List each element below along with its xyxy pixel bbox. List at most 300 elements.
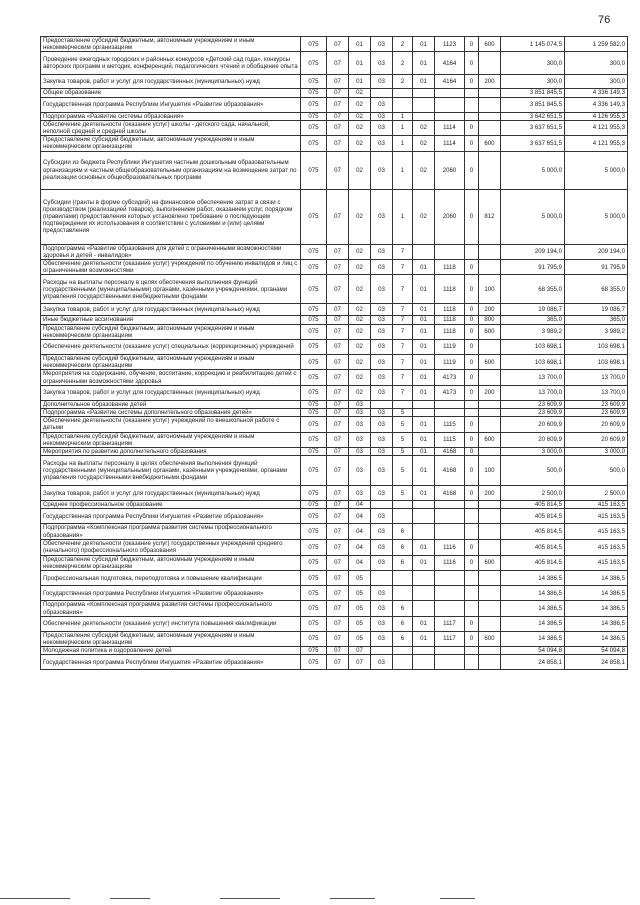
cell-direction bbox=[435, 571, 465, 586]
cell-expense-type: 200 bbox=[479, 304, 501, 316]
cell-program: 03 bbox=[371, 275, 393, 304]
cell-direction bbox=[435, 400, 465, 408]
cell-expense-type: 812 bbox=[479, 189, 501, 244]
cell-extra: 0 bbox=[465, 448, 479, 456]
cell-direction: 4164 bbox=[435, 52, 465, 75]
cell-sum-year-1: 3 000,0 bbox=[501, 448, 565, 456]
cell-sum-year-1: 5 000,0 bbox=[501, 189, 565, 244]
cell-ministry: 075 bbox=[301, 647, 327, 655]
cell-sum-year-2: 4 336 149,3 bbox=[565, 89, 628, 97]
row-name: Подпрограмма «Развитие системы образования» bbox=[41, 112, 301, 120]
cell-sum-year-2: 415 163,5 bbox=[565, 555, 628, 570]
cell-sum-year-2: 209 194,0 bbox=[565, 244, 628, 259]
cell-extra bbox=[465, 655, 479, 670]
table-row bbox=[41, 631, 628, 646]
cell-direction: 4173 bbox=[435, 370, 465, 385]
cell-sum-year-2: 415 163,5 bbox=[565, 501, 628, 509]
row-name: Мероприятия по развитию дополнительного образования bbox=[41, 448, 301, 456]
cell-expense-type bbox=[479, 501, 501, 509]
row-name: Подпрограмма «Развитие системы дополнительного образования детей» bbox=[41, 409, 301, 417]
table-row bbox=[41, 340, 628, 355]
cell-program: 03 bbox=[371, 409, 393, 417]
cell-event bbox=[413, 400, 435, 408]
cell-ministry: 075 bbox=[301, 120, 327, 135]
cell-program: 03 bbox=[371, 555, 393, 570]
cell-subsection: 07 bbox=[349, 647, 371, 655]
cell-section: 07 bbox=[327, 244, 349, 259]
cell-section: 07 bbox=[327, 524, 349, 539]
cell-direction: 1116 bbox=[435, 539, 465, 555]
cell-subprogram: 1 bbox=[393, 189, 413, 244]
row-name: Предоставление субсидий бюджетным, автономным учреждениям и иным некоммерческим организациям bbox=[41, 136, 301, 151]
cell-direction: 1117 bbox=[435, 616, 465, 631]
row-name: Дополнительное образование детей bbox=[41, 400, 301, 408]
cell-event bbox=[413, 586, 435, 601]
cell-section: 07 bbox=[327, 136, 349, 151]
cell-subsection: 02 bbox=[349, 304, 371, 316]
cell-event: 01 bbox=[413, 370, 435, 385]
cell-extra bbox=[465, 409, 479, 417]
cell-ministry: 075 bbox=[301, 432, 327, 447]
row-name: Обеспечение деятельности (оказание услуг) учреждений по обучению инвалидов и лиц с ограниченными возможностями bbox=[41, 260, 301, 275]
cell-subprogram bbox=[393, 509, 413, 524]
cell-expense-type: 100 bbox=[479, 275, 501, 304]
cell-section: 07 bbox=[327, 400, 349, 408]
table-row bbox=[41, 120, 628, 135]
cell-event: 01 bbox=[413, 555, 435, 570]
cell-subprogram: 7 bbox=[393, 304, 413, 316]
cell-ministry: 075 bbox=[301, 539, 327, 555]
cell-sum-year-1: 13 700,0 bbox=[501, 385, 565, 400]
cell-program: 03 bbox=[371, 586, 393, 601]
cell-event: 01 bbox=[413, 432, 435, 447]
cell-sum-year-1: 209 194,0 bbox=[501, 244, 565, 259]
cell-subprogram: 6 bbox=[393, 555, 413, 570]
cell-program: 03 bbox=[371, 631, 393, 646]
cell-sum-year-1: 300,0 bbox=[501, 52, 565, 75]
cell-event: 01 bbox=[413, 37, 435, 52]
cell-section: 07 bbox=[327, 601, 349, 616]
cell-program: 03 bbox=[371, 97, 393, 112]
cell-program bbox=[371, 647, 393, 655]
cell-section: 07 bbox=[327, 112, 349, 120]
cell-sum-year-2: 300,0 bbox=[565, 52, 628, 75]
cell-subprogram: 7 bbox=[393, 244, 413, 259]
cell-ministry: 075 bbox=[301, 509, 327, 524]
cell-sum-year-1: 91 795,9 bbox=[501, 260, 565, 275]
cell-program: 03 bbox=[371, 370, 393, 385]
cell-program bbox=[371, 400, 393, 408]
table-row bbox=[41, 655, 628, 670]
cell-direction bbox=[435, 655, 465, 670]
cell-sum-year-1: 23 609,9 bbox=[501, 409, 565, 417]
cell-expense-type: 200 bbox=[479, 385, 501, 400]
cell-subsection: 01 bbox=[349, 75, 371, 89]
cell-subsection: 02 bbox=[349, 275, 371, 304]
cell-direction bbox=[435, 586, 465, 601]
cell-subprogram: 1 bbox=[393, 151, 413, 189]
cell-direction: 2060 bbox=[435, 151, 465, 189]
cell-section: 07 bbox=[327, 486, 349, 501]
cell-extra bbox=[465, 89, 479, 97]
cell-subsection: 03 bbox=[349, 486, 371, 501]
cell-direction: 1118 bbox=[435, 275, 465, 304]
cell-subsection: 02 bbox=[349, 260, 371, 275]
cell-section: 07 bbox=[327, 120, 349, 135]
cell-subsection: 05 bbox=[349, 571, 371, 586]
row-name: Среднее профессиональное образование bbox=[41, 501, 301, 509]
cell-sum-year-1: 14 386,5 bbox=[501, 601, 565, 616]
cell-event: 01 bbox=[413, 385, 435, 400]
cell-subprogram bbox=[393, 571, 413, 586]
cell-event bbox=[413, 655, 435, 670]
cell-extra bbox=[465, 97, 479, 112]
cell-program: 03 bbox=[371, 616, 393, 631]
cell-subprogram: 7 bbox=[393, 370, 413, 385]
row-name: Предоставление субсидий бюджетным, автономным учреждениям и иным некоммерческим организациям bbox=[41, 324, 301, 339]
cell-subsection: 01 bbox=[349, 37, 371, 52]
cell-subsection: 02 bbox=[349, 385, 371, 400]
cell-expense-type: 100 bbox=[479, 456, 501, 486]
cell-sum-year-1: 5 000,0 bbox=[501, 151, 565, 189]
row-name: Субсидии из бюджета Республики Ингушетия частным дошкольным образовательным организациям и частным общеобразовательным организациям на возмещение затрат по реализации основных общеобразовательных программ bbox=[41, 151, 301, 189]
cell-subprogram: 7 bbox=[393, 324, 413, 339]
cell-extra: 0 bbox=[465, 75, 479, 89]
cell-ministry: 075 bbox=[301, 260, 327, 275]
cell-subprogram: 7 bbox=[393, 355, 413, 370]
cell-subprogram: 1 bbox=[393, 136, 413, 151]
cell-event: 01 bbox=[413, 539, 435, 555]
cell-subsection: 02 bbox=[349, 120, 371, 135]
cell-ministry: 075 bbox=[301, 486, 327, 501]
cell-extra: 0 bbox=[465, 52, 479, 75]
cell-sum-year-1: 405 814,5 bbox=[501, 555, 565, 570]
cell-event bbox=[413, 501, 435, 509]
cell-sum-year-1: 1 145 074,5 bbox=[501, 37, 565, 52]
cell-expense-type bbox=[479, 340, 501, 355]
row-name: Государственная программа Республики Ингушетия «Развитие образования» bbox=[41, 655, 301, 670]
table-row bbox=[41, 647, 628, 655]
cell-sum-year-1: 405 814,5 bbox=[501, 501, 565, 509]
cell-ministry: 075 bbox=[301, 89, 327, 97]
cell-subsection: 05 bbox=[349, 586, 371, 601]
table-row bbox=[41, 616, 628, 631]
cell-event: 02 bbox=[413, 136, 435, 151]
cell-subprogram bbox=[393, 655, 413, 670]
cell-sum-year-2: 3 000,0 bbox=[565, 448, 628, 456]
table-row bbox=[41, 355, 628, 370]
cell-subsection: 02 bbox=[349, 189, 371, 244]
row-name: Проведение ежегодных городских и районных конкурсов «Детский сад года», конкурсы авторских программ и методик, конференций, педагогических чтений и обобщение опыта bbox=[41, 52, 301, 75]
cell-event bbox=[413, 524, 435, 539]
cell-extra: 0 bbox=[465, 189, 479, 244]
table-row bbox=[41, 112, 628, 120]
cell-sum-year-1: 24 858,1 bbox=[501, 655, 565, 670]
cell-program: 03 bbox=[371, 509, 393, 524]
cell-ministry: 075 bbox=[301, 370, 327, 385]
cell-sum-year-2: 23 609,9 bbox=[565, 400, 628, 408]
cell-sum-year-1: 3 642 651,5 bbox=[501, 112, 565, 120]
cell-subsection: 04 bbox=[349, 539, 371, 555]
cell-subsection: 03 bbox=[349, 409, 371, 417]
cell-extra: 0 bbox=[465, 37, 479, 52]
cell-event: 01 bbox=[413, 316, 435, 324]
cell-subsection: 02 bbox=[349, 355, 371, 370]
cell-subprogram: 6 bbox=[393, 631, 413, 646]
cell-subsection: 02 bbox=[349, 112, 371, 120]
cell-extra: 0 bbox=[465, 486, 479, 501]
cell-sum-year-1: 405 814,5 bbox=[501, 539, 565, 555]
cell-direction bbox=[435, 601, 465, 616]
cell-program: 03 bbox=[371, 355, 393, 370]
cell-ministry: 075 bbox=[301, 456, 327, 486]
table-row bbox=[41, 586, 628, 601]
cell-section: 07 bbox=[327, 340, 349, 355]
cell-extra: 0 bbox=[465, 456, 479, 486]
cell-expense-type: 600 bbox=[479, 324, 501, 339]
cell-expense-type bbox=[479, 448, 501, 456]
cell-direction: 1123 bbox=[435, 37, 465, 52]
cell-subsection: 02 bbox=[349, 136, 371, 151]
cell-sum-year-1: 54 094,8 bbox=[501, 647, 565, 655]
row-name: Закупка товаров, работ и услуг для государственных (муниципальных) нужд bbox=[41, 486, 301, 501]
cell-extra: 0 bbox=[465, 316, 479, 324]
table-row bbox=[41, 189, 628, 244]
cell-ministry: 075 bbox=[301, 616, 327, 631]
cell-sum-year-2: 5 000,0 bbox=[565, 189, 628, 244]
cell-sum-year-2: 4 121 955,3 bbox=[565, 120, 628, 135]
cell-expense-type bbox=[479, 409, 501, 417]
cell-subsection: 02 bbox=[349, 316, 371, 324]
row-name: Профессиональная подготовка, переподготовка и повышение квалификации bbox=[41, 571, 301, 586]
cell-subsection: 03 bbox=[349, 400, 371, 408]
cell-subprogram: 6 bbox=[393, 616, 413, 631]
cell-extra: 0 bbox=[465, 275, 479, 304]
cell-sum-year-1: 3 851 845,5 bbox=[501, 89, 565, 97]
cell-expense-type bbox=[479, 571, 501, 586]
table-row bbox=[41, 385, 628, 400]
cell-extra: 0 bbox=[465, 555, 479, 570]
row-name: Обеспечение деятельности (оказание услуг) института повышения квалификации bbox=[41, 616, 301, 631]
cell-program: 03 bbox=[371, 486, 393, 501]
cell-extra bbox=[465, 509, 479, 524]
cell-sum-year-2: 5 000,0 bbox=[565, 151, 628, 189]
cell-sum-year-2: 300,0 bbox=[565, 75, 628, 89]
cell-program: 03 bbox=[371, 136, 393, 151]
cell-sum-year-1: 14 386,5 bbox=[501, 631, 565, 646]
cell-subsection: 07 bbox=[349, 655, 371, 670]
cell-direction: 1114 bbox=[435, 120, 465, 135]
cell-subsection: 05 bbox=[349, 631, 371, 646]
cell-expense-type: 800 bbox=[479, 316, 501, 324]
cell-sum-year-1: 500,0 bbox=[501, 456, 565, 486]
table-row bbox=[41, 151, 628, 189]
cell-subsection: 02 bbox=[349, 244, 371, 259]
cell-subprogram: 6 bbox=[393, 524, 413, 539]
cell-program: 03 bbox=[371, 655, 393, 670]
cell-expense-type: 600 bbox=[479, 136, 501, 151]
cell-subprogram: 5 bbox=[393, 486, 413, 501]
cell-subsection: 04 bbox=[349, 555, 371, 570]
cell-event bbox=[413, 409, 435, 417]
cell-subprogram: 7 bbox=[393, 316, 413, 324]
cell-program: 03 bbox=[371, 601, 393, 616]
cell-extra bbox=[465, 647, 479, 655]
cell-extra: 0 bbox=[465, 324, 479, 339]
cell-subsection: 02 bbox=[349, 370, 371, 385]
cell-ministry: 075 bbox=[301, 340, 327, 355]
cell-section: 07 bbox=[327, 370, 349, 385]
cell-ministry: 075 bbox=[301, 586, 327, 601]
cell-sum-year-1: 20 609,9 bbox=[501, 417, 565, 432]
cell-sum-year-1: 14 386,5 bbox=[501, 616, 565, 631]
row-name: Обеспечение деятельности (оказание услуг) государственных учреждений среднего (начального) профессионального образования bbox=[41, 539, 301, 555]
cell-ministry: 075 bbox=[301, 304, 327, 316]
cell-subprogram bbox=[393, 647, 413, 655]
cell-subsection: 04 bbox=[349, 524, 371, 539]
cell-subprogram: 5 bbox=[393, 456, 413, 486]
cell-program: 03 bbox=[371, 244, 393, 259]
cell-expense-type: 600 bbox=[479, 555, 501, 570]
cell-program: 03 bbox=[371, 432, 393, 447]
cell-sum-year-1: 405 814,5 bbox=[501, 524, 565, 539]
cell-direction: 1115 bbox=[435, 417, 465, 432]
cell-ministry: 075 bbox=[301, 655, 327, 670]
row-name: Предоставление субсидий бюджетным, автономным учреждениям и иным некоммерческим организациям bbox=[41, 631, 301, 646]
cell-extra bbox=[465, 112, 479, 120]
cell-direction: 4164 bbox=[435, 75, 465, 89]
cell-sum-year-1: 19 086,7 bbox=[501, 304, 565, 316]
row-name: Обеспечение деятельности (оказание услуг) учреждений по внешкольной работе с детьми bbox=[41, 417, 301, 432]
cell-direction: 4173 bbox=[435, 385, 465, 400]
cell-direction: 4168 bbox=[435, 456, 465, 486]
cell-direction: 1118 bbox=[435, 260, 465, 275]
cell-event bbox=[413, 647, 435, 655]
row-name: Государственная программа Республики Ингушетия «Развитие образования» bbox=[41, 509, 301, 524]
cell-expense-type: 600 bbox=[479, 355, 501, 370]
table-row bbox=[41, 601, 628, 616]
table-row bbox=[41, 400, 628, 408]
cell-ministry: 075 bbox=[301, 571, 327, 586]
table-row bbox=[41, 486, 628, 501]
cell-subprogram bbox=[393, 97, 413, 112]
cell-subsection: 02 bbox=[349, 324, 371, 339]
cell-section: 07 bbox=[327, 52, 349, 75]
cell-extra: 0 bbox=[465, 432, 479, 447]
cell-sum-year-2: 415 163,5 bbox=[565, 509, 628, 524]
row-name: Предоставление субсидий бюджетным, автономным учреждениям и иным некоммерческим организациям bbox=[41, 37, 301, 52]
cell-program: 03 bbox=[371, 260, 393, 275]
cell-subprogram bbox=[393, 89, 413, 97]
cell-sum-year-1: 14 386,5 bbox=[501, 586, 565, 601]
cell-extra: 0 bbox=[465, 340, 479, 355]
cell-sum-year-1: 3 851 845,5 bbox=[501, 97, 565, 112]
cell-sum-year-2: 20 609,9 bbox=[565, 432, 628, 447]
cell-section: 07 bbox=[327, 571, 349, 586]
table-row bbox=[41, 448, 628, 456]
cell-extra: 0 bbox=[465, 304, 479, 316]
cell-subsection: 01 bbox=[349, 52, 371, 75]
cell-program: 03 bbox=[371, 340, 393, 355]
row-name: Субсидии (гранты в форме субсидий) на финансовое обеспечение затрат в связи с производством (реализацией товаров), выполнением работ, оказанием услуг, порядком (правилами) предоставления которых установлено требование о последующем подтверждении их использования в соответствии с условиями и (или) целями предоставления bbox=[41, 189, 301, 244]
cell-ministry: 075 bbox=[301, 355, 327, 370]
cell-sum-year-1: 103 698,1 bbox=[501, 355, 565, 370]
cell-sum-year-2: 1 259 582,0 bbox=[565, 37, 628, 52]
cell-event: 01 bbox=[413, 324, 435, 339]
cell-direction bbox=[435, 97, 465, 112]
row-name: Молодежная политика и оздоровление детей bbox=[41, 647, 301, 655]
cell-sum-year-2: 14 386,5 bbox=[565, 616, 628, 631]
row-name: Подпрограмма «Комплексная программа развития системы профессионального образования» bbox=[41, 601, 301, 616]
budget-table bbox=[40, 36, 628, 670]
cell-event: 01 bbox=[413, 616, 435, 631]
cell-extra bbox=[465, 524, 479, 539]
cell-event: 01 bbox=[413, 355, 435, 370]
cell-ministry: 075 bbox=[301, 324, 327, 339]
cell-ministry: 075 bbox=[301, 316, 327, 324]
cell-ministry: 075 bbox=[301, 417, 327, 432]
cell-section: 07 bbox=[327, 586, 349, 601]
cell-subprogram: 2 bbox=[393, 75, 413, 89]
cell-sum-year-2: 415 163,5 bbox=[565, 524, 628, 539]
cell-direction: 1117 bbox=[435, 631, 465, 646]
cell-extra bbox=[465, 400, 479, 408]
cell-expense-type bbox=[479, 260, 501, 275]
cell-ministry: 075 bbox=[301, 75, 327, 89]
table-row bbox=[41, 89, 628, 97]
row-name: Государственная программа Республики Ингушетия «Развитие образования» bbox=[41, 97, 301, 112]
cell-ministry: 075 bbox=[301, 601, 327, 616]
cell-expense-type bbox=[479, 655, 501, 670]
cell-direction: 1118 bbox=[435, 324, 465, 339]
cell-expense-type bbox=[479, 647, 501, 655]
table-row bbox=[41, 244, 628, 259]
cell-program: 03 bbox=[371, 539, 393, 555]
cell-event: 01 bbox=[413, 631, 435, 646]
row-name: Общее образование bbox=[41, 89, 301, 97]
cell-event: 01 bbox=[413, 75, 435, 89]
cell-sum-year-2: 14 386,5 bbox=[565, 631, 628, 646]
cell-section: 07 bbox=[327, 417, 349, 432]
cell-subprogram: 2 bbox=[393, 37, 413, 52]
row-name: Предоставление субсидий бюджетным, автономным учреждениям и иным некоммерческим организациям bbox=[41, 432, 301, 447]
cell-subprogram: 7 bbox=[393, 275, 413, 304]
cell-sum-year-1: 300,0 bbox=[501, 75, 565, 89]
cell-sum-year-2: 103 698,1 bbox=[565, 355, 628, 370]
cell-ministry: 075 bbox=[301, 385, 327, 400]
cell-direction: 1118 bbox=[435, 316, 465, 324]
cell-subsection: 02 bbox=[349, 340, 371, 355]
row-name: Подпрограмма «Комплексная программа развития системы профессионального образования» bbox=[41, 524, 301, 539]
cell-program: 03 bbox=[371, 448, 393, 456]
cell-direction: 1118 bbox=[435, 304, 465, 316]
cell-event: 02 bbox=[413, 120, 435, 135]
cell-subprogram: 2 bbox=[393, 52, 413, 75]
cell-sum-year-2: 20 609,9 bbox=[565, 417, 628, 432]
table-row bbox=[41, 97, 628, 112]
cell-section: 07 bbox=[327, 509, 349, 524]
cell-section: 07 bbox=[327, 355, 349, 370]
cell-extra bbox=[465, 601, 479, 616]
cell-direction: 4168 bbox=[435, 448, 465, 456]
cell-sum-year-2: 91 795,9 bbox=[565, 260, 628, 275]
cell-program: 03 bbox=[371, 189, 393, 244]
cell-subprogram: 6 bbox=[393, 601, 413, 616]
table-row bbox=[41, 571, 628, 586]
cell-section: 07 bbox=[327, 151, 349, 189]
table-row bbox=[41, 324, 628, 339]
cell-subprogram: 5 bbox=[393, 417, 413, 432]
